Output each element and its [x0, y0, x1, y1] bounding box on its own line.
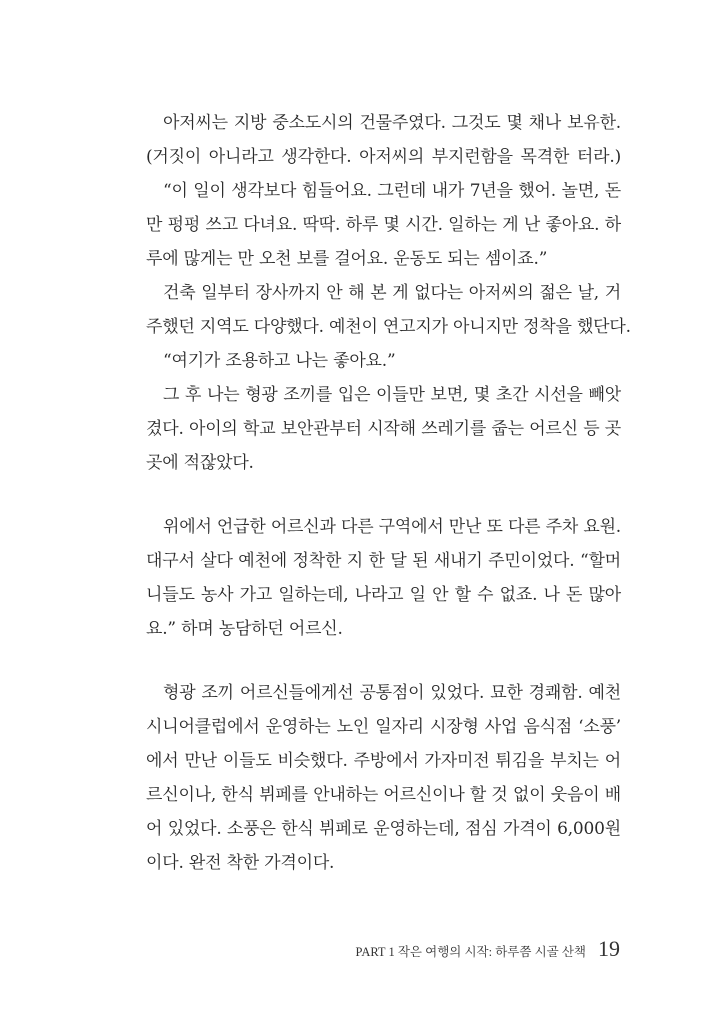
text-line: 이다. 완전 착한 가격이다. — [146, 853, 335, 873]
text-line: 곳에 적잖았다. — [146, 453, 254, 473]
text-line: 에서 만난 이들도 비슷했다. 주방에서 가자미전 튀김을 부치는 어 — [146, 751, 621, 771]
text-line: 주했던 지역도 다양했다. 예천이 연고지가 아니지만 정착을 했단다. — [146, 317, 631, 337]
page-footer — [356, 936, 620, 962]
text-line: “이 일이 생각보다 힘들어요. 그런데 내가 7년을 했어. 놀면, 돈 — [163, 181, 621, 201]
running-head: PART 1 작은 여행의 시작: 하루쯤 시골 산책 — [355, 945, 586, 959]
text-line: 대구서 살다 예천에 정착한 지 한 달 된 새내기 주민이었다. “할머 — [146, 551, 621, 571]
text-section — [146, 510, 621, 646]
text-line: 만 펑펑 쓰고 다녀요. 딱딱. 하루 몇 시간. 일하는 게 난 좋아요. 하 — [146, 215, 621, 235]
text-line: 그 후 나는 형광 조끼를 입은 이들만 보면, 몇 초간 시선을 빼앗 — [163, 385, 621, 405]
text-line: 요.” 하며 농담하던 어르신. — [146, 619, 343, 639]
text-line: 아저씨는 지방 중소도시의 건물주였다. 그것도 몇 채나 보유한. — [163, 113, 621, 133]
body-text — [146, 106, 631, 910]
text-line: 르신이나, 한식 뷔페를 안내하는 어르신이나 할 것 없이 웃음이 배 — [146, 785, 621, 805]
text-line: 위에서 언급한 어르신과 다른 구역에서 만난 또 다른 주차 요원. — [163, 517, 621, 537]
text-line: 겼다. 아이의 학교 보안관부터 시작해 쓰레기를 줍는 어르신 등 곳 — [146, 419, 621, 439]
text-line: 니들도 농사 가고 일하는데, 나라고 일 안 할 수 없죠. 나 돈 많아 — [146, 585, 621, 605]
page-number: 19 — [598, 936, 620, 961]
text-line: 어 있었다. 소풍은 한식 뷔페로 운영하는데, 점심 가격이 6,000원 — [146, 819, 621, 839]
text-line: “여기가 조용하고 나는 좋아요.” — [163, 351, 396, 371]
text-line: 시니어클럽에서 운영하는 노인 일자리 시장형 사업 음식점 ‘소풍’ — [146, 717, 621, 737]
text-line: 루에 많게는 만 오천 보를 걸어요. 운동도 되는 셈이죠.” — [146, 249, 548, 269]
text-line: 형광 조끼 어르신들에게선 공통점이 있었다. 묘한 경쾌함. 예천 — [163, 683, 621, 703]
text-line: (거짓이 아니라고 생각한다. 아저씨의 부지런함을 목격한 터라.) — [146, 147, 621, 167]
text-line: 건축 일부터 장사까지 안 해 본 게 없다는 아저씨의 젊은 날, 거 — [163, 283, 621, 303]
text-section — [146, 676, 621, 880]
text-section — [146, 106, 631, 480]
